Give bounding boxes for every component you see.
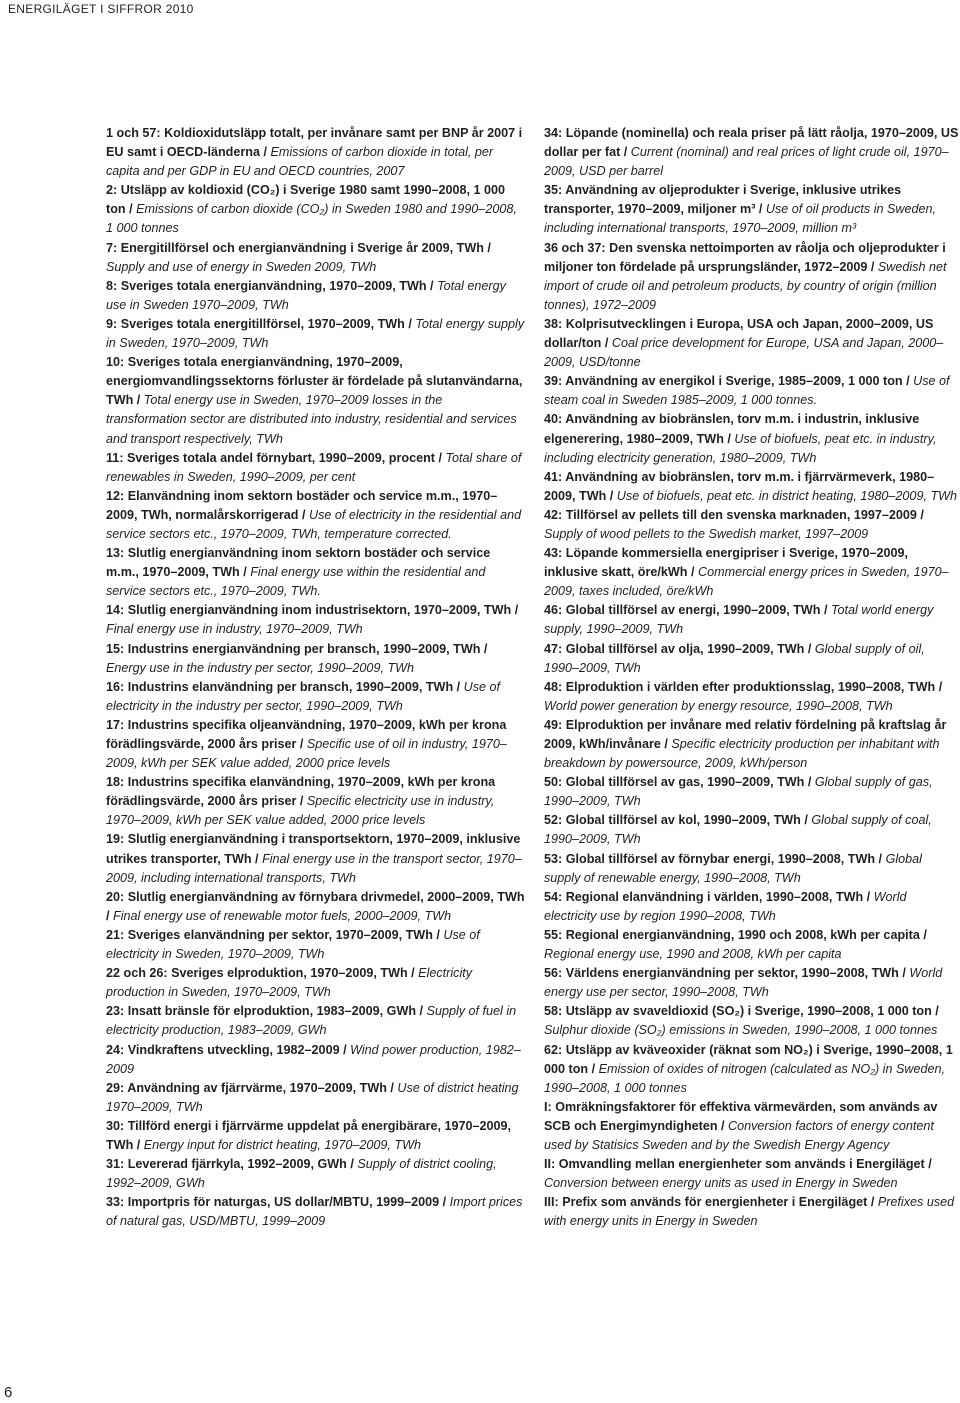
left-entry bbox=[106, 1155, 526, 1193]
left-entry bbox=[106, 926, 526, 964]
left-entry bbox=[106, 181, 526, 238]
entry-title-swedish: 11: Sveriges totala andel förnybart, 1990–2009, procent / bbox=[106, 450, 446, 465]
entry-title-swedish: 35: Användning av oljeprodukter i Sverige, inklusive utrikes transporter, 1970–2009, miljoner m³ / bbox=[544, 183, 902, 217]
entry-title-english: Prefixes used with energy units in Energy in Sweden bbox=[544, 1195, 955, 1229]
running-header: ENERGILÄGET I SIFFROR 2010 bbox=[8, 2, 194, 16]
entry-title-english: Use of biofuels, peat etc. in industry, including electricity generation, 1980–2009, TWh bbox=[544, 431, 937, 465]
entry-title-swedish: 55: Regional energianvändning, 1990 och 2008, kWh per capita / bbox=[544, 927, 927, 942]
left-entry bbox=[106, 964, 526, 1002]
right-entry bbox=[544, 181, 960, 238]
entry-title-swedish: I: Omräkningsfaktorer för effektiva värmevärden, som används av SCB och Energimyndigheten / bbox=[544, 1099, 938, 1133]
right-entry bbox=[544, 1155, 960, 1193]
entry-title-swedish: 14: Slutlig energianvändning inom industrisektorn, 1970–2009, TWh / bbox=[106, 603, 519, 618]
left-entry bbox=[106, 239, 526, 277]
right-entry bbox=[544, 468, 960, 506]
entry-title-swedish: 54: Regional elanvändning i världen, 1990–2008, TWh / bbox=[544, 889, 874, 904]
right-entry bbox=[544, 678, 960, 716]
entry-title-swedish: 62: Utsläpp av kväveoxider (räknat som NO₂) i Sverige, 1990–2008, 1 000 ton / bbox=[544, 1042, 953, 1076]
entry-title-english: Conversion between energy units as used in Energy in Sweden bbox=[544, 1176, 898, 1191]
left-column bbox=[106, 124, 526, 1231]
left-entry bbox=[106, 678, 526, 716]
right-entry bbox=[544, 124, 960, 181]
entry-title-swedish: 56: Världens energianvändning per sektor, 1990–2008, TWh / bbox=[544, 966, 910, 981]
entry-title-swedish: 1 och 57: Koldioxidutsläpp totalt, per invånare samt per BNP år 2007 i EU samt i OECD-länderna / bbox=[106, 126, 523, 160]
entry-title-swedish: 38: Kolprisutvecklingen i Europa, USA och Japan, 2000–2009, US dollar/ton / bbox=[544, 316, 934, 351]
entry-title-swedish: 29: Användning av fjärrvärme, 1970–2009, TWh / bbox=[106, 1080, 398, 1095]
entry-title-english: Final energy use within the residential and service sectors etc., 1970–2009, TWh. bbox=[106, 565, 486, 599]
entry-title-swedish: 20: Slutlig energianvändning av förnybara drivmedel, 2000–2009, TWh / bbox=[106, 889, 525, 923]
entry-title-english: Total energy use in Sweden, 1970–2009 losses in the transformation sector are distributed into industry, residential and services and transport respectively, TWh bbox=[106, 393, 517, 446]
entry-title-swedish: 53: Global tillförsel av förnybar energi, 1990–2008, TWh / bbox=[544, 851, 886, 866]
entry-title-english: Supply and use of energy in Sweden 2009, TWh bbox=[106, 259, 377, 274]
entry-title-english: Global supply of gas, 1990–2009, TWh bbox=[544, 775, 933, 809]
left-entry bbox=[106, 124, 526, 181]
left-entry bbox=[106, 1079, 526, 1117]
entry-title-english: Wind power production, 1982–2009 bbox=[106, 1042, 521, 1076]
entry-title-swedish: 18: Industrins specifika elanvändning, 1970–2009, kWh per krona förädlingsvärde, 2000 års priser / bbox=[106, 775, 496, 809]
entry-title-swedish: 23: Insatt bränsle för elproduktion, 1983–2009, GWh / bbox=[106, 1004, 427, 1019]
entry-title-english: Final energy use of renewable motor fuels, 2000–2009, TWh bbox=[113, 908, 452, 923]
entry-title-swedish: 39: Användning av energikol i Sverige, 1985–2009, 1 000 ton / bbox=[544, 374, 914, 389]
entry-title-swedish: 24: Vindkraftens utveckling, 1982–2009 / bbox=[106, 1042, 351, 1057]
entry-title-english: World electricity use by region 1990–2008, TWh bbox=[544, 889, 907, 923]
left-entry bbox=[106, 773, 526, 830]
entry-title-swedish: 31: Levererad fjärrkyla, 1992–2009, GWh / bbox=[106, 1157, 358, 1172]
entry-title-english: Use of electricity in Sweden, 1970–2009, TWh bbox=[106, 927, 480, 962]
entry-title-english: Supply of district cooling, 1992–2009, GWh bbox=[106, 1157, 497, 1191]
right-entry bbox=[544, 506, 960, 544]
entry-title-english: Use of oil products in Sweden, including international transports, 1970–2009, million m³ bbox=[544, 202, 937, 236]
entry-title-swedish: 15: Industrins energianvändning per bransch, 1990–2009, TWh / bbox=[106, 641, 488, 656]
entry-title-english: Use of biofuels, peat etc. in district heating, 1980–2009, TWh bbox=[616, 488, 958, 503]
entry-title-swedish: 21: Sveriges elanvändning per sektor, 1970–2009, TWh / bbox=[106, 927, 444, 942]
right-entry bbox=[544, 964, 960, 1002]
entry-title-english: Swedish net import of crude oil and petroleum products, by country of origin (million tonnes), 1972–2009 bbox=[544, 259, 947, 312]
entry-title-swedish: 10: Sveriges totala energianvändning, 1970–2009, energiomvandlingssektorns förluster är fördelade på slutanvändarna, TWh / bbox=[106, 355, 523, 408]
entry-title-swedish: 22 och 26: Sveriges elproduktion, 1970–2009, TWh / bbox=[106, 966, 419, 981]
left-entry bbox=[106, 1002, 526, 1040]
entry-title-english: Regional energy use, 1990 and 2008, kWh per capita bbox=[544, 947, 842, 962]
entry-title-english: Current (nominal) and real prices of light crude oil, 1970–2009, USD per barrel bbox=[544, 145, 949, 179]
entry-title-swedish: 13: Slutlig energianvändning inom sektorn bostäder och service m.m., 1970–2009, TWh / bbox=[106, 546, 491, 580]
entry-title-swedish: 52: Global tillförsel av kol, 1990–2009, TWh / bbox=[544, 813, 812, 828]
entry-title-english: Emissions of carbon dioxide in total, per capita and per GDP in EU and OECD countries, 2007 bbox=[106, 145, 494, 179]
entry-title-swedish: 58: Utsläpp av svaveldioxid (SO₂) i Sverige, 1990–2008, 1 000 ton / bbox=[544, 1004, 939, 1019]
entry-title-english: Total energy use in Sweden 1970–2009, TWh bbox=[106, 278, 506, 312]
page-number: 6 bbox=[4, 1384, 13, 1401]
right-entry bbox=[544, 239, 960, 315]
entry-title-english: Sulphur dioxide (SO₂) emissions in Sweden, 1990–2008, 1 000 tonnes bbox=[544, 1023, 938, 1038]
entry-title-english: World energy use per sector, 1990–2008, TWh bbox=[544, 966, 943, 1000]
entry-title-english: Global supply of oil, 1990–2009, TWh bbox=[544, 641, 925, 675]
entry-title-english: Total energy supply in Sweden, 1970–2009, TWh bbox=[106, 316, 525, 351]
right-entry bbox=[544, 850, 960, 888]
entry-title-swedish: III: Prefix som används för energienheter i Energiläget / bbox=[544, 1195, 878, 1210]
entry-title-english: Commercial energy prices in Sweden, 1970–2009, taxes included, öre/kWh bbox=[544, 565, 949, 599]
left-entry bbox=[106, 449, 526, 487]
entry-title-english: Supply of wood pellets to the Swedish market, 1997–2009 bbox=[544, 526, 869, 541]
entry-title-swedish: 30: Tillförd energi i fjärrvärme uppdelat på energibärare, 1970–2009, TWh / bbox=[106, 1118, 512, 1152]
entry-title-swedish: 19: Slutlig energianvändning i transportsektorn, 1970–2009, inklusive utrikes transporter, TWh / bbox=[106, 832, 521, 866]
left-entry bbox=[106, 888, 526, 926]
entry-title-swedish: 50: Global tillförsel av gas, 1990–2009, TWh / bbox=[544, 775, 815, 790]
entry-title-english: Specific electricity use in industry, 1970–2009, kWh per SEK value added, 2000 price levels bbox=[106, 794, 495, 828]
entry-title-english: Final energy use in industry, 1970–2009, TWh bbox=[106, 622, 363, 637]
right-entry bbox=[544, 410, 960, 467]
entry-title-swedish: 12: Elanvändning inom sektorn bostäder och service m.m., 1970–2009, TWh, normalårskorrigerad / bbox=[106, 488, 498, 522]
entry-title-swedish: 41: Användning av biobränslen, torv m.m. i fjärrvärmeverk, 1980–2009, TWh / bbox=[544, 469, 935, 503]
entry-title-swedish: 9: Sveriges totala energitillförsel, 1970–2009, TWh / bbox=[106, 316, 416, 331]
right-entry bbox=[544, 640, 960, 678]
entry-title-english: Global supply of coal, 1990–2009, TWh bbox=[544, 813, 932, 847]
entry-title-english: Global supply of renewable energy, 1990–2008, TWh bbox=[544, 851, 922, 885]
entry-title-english: Specific electricity production per inhabitant with breakdown by powersource, 2009, kWh/person bbox=[544, 737, 940, 771]
entry-title-swedish: 17: Industrins specifika oljeanvändning, 1970–2009, kWh per krona förädlingsvärde, 2000 års priser / bbox=[106, 717, 507, 751]
right-entry bbox=[544, 773, 960, 811]
entry-title-english: Energy use in the industry per sector, 1990–2009, TWh bbox=[106, 660, 415, 675]
left-entry bbox=[106, 544, 526, 601]
entry-title-swedish: 16: Industrins elanvändning per bransch, 1990–2009, TWh / bbox=[106, 679, 464, 694]
right-entry bbox=[544, 544, 960, 601]
entry-title-english: Total share of renewables in Sweden, 1990–2009, per cent bbox=[106, 450, 522, 484]
entry-title-swedish: II: Omvandling mellan energienheter som används i Energiläget / bbox=[544, 1157, 932, 1172]
entry-title-english: Use of electricity in the industry per sector, 1990–2009, TWh bbox=[106, 679, 501, 713]
entry-title-swedish: 43: Löpande kommersiella energipriser i Sverige, 1970–2009, inklusive skatt, öre/kWh / bbox=[544, 546, 909, 580]
entry-title-english: Use of district heating 1970–2009, TWh bbox=[106, 1080, 519, 1114]
right-entry bbox=[544, 716, 960, 773]
right-entry bbox=[544, 315, 960, 372]
entry-title-english: Conversion factors of energy content used by Statisics Sweden and by the Swedish Energy Agency bbox=[544, 1118, 934, 1152]
left-entry bbox=[106, 277, 526, 315]
left-entry bbox=[106, 315, 526, 353]
entry-title-swedish: 48: Elproduktion i världen efter produktionsslag, 1990–2008, TWh / bbox=[544, 679, 943, 694]
entry-title-swedish: 33: Importpris för naturgas, US dollar/MBTU, 1999–2009 / bbox=[106, 1195, 450, 1210]
entry-title-english: Import prices of natural gas, USD/MBTU, 1999–2009 bbox=[106, 1195, 523, 1229]
right-entry bbox=[544, 1041, 960, 1098]
right-entry bbox=[544, 1098, 960, 1155]
entry-title-swedish: 49: Elproduktion per invånare med relativ fördelning på kraftslag år 2009, kWh/invånare / bbox=[544, 717, 947, 751]
entry-title-english: Specific use of oil in industry, 1970–2009, kWh per SEK value added, 2000 price levels bbox=[106, 737, 507, 771]
entry-title-swedish: 7: Energitillförsel och energianvändning i Sverige år 2009, TWh / bbox=[106, 240, 491, 255]
left-entry bbox=[106, 1117, 526, 1155]
left-entry bbox=[106, 601, 526, 639]
entry-title-english: World power generation by energy resource, 1990–2008, TWh bbox=[544, 698, 893, 713]
entry-title-swedish: 2: Utsläpp av koldioxid (CO₂) i Sverige 1980 samt 1990–2008, 1 000 ton / bbox=[106, 183, 505, 217]
entry-title-english: Supply of fuel in electricity production, 1983–2009, GWh bbox=[106, 1004, 517, 1038]
left-entry bbox=[106, 1041, 526, 1079]
entry-title-swedish: 40: Användning av biobränslen, torv m.m. i industrin, inklusive elgenerering, 1980–2009, TWh / bbox=[544, 412, 920, 446]
right-entry bbox=[544, 601, 960, 639]
entry-title-english: Coal price development for Europe, USA and Japan, 2000–2009, USD/tonne bbox=[544, 336, 944, 370]
entry-title-swedish: 42: Tillförsel av pellets till den svenska marknaden, 1997–2009 / bbox=[544, 507, 924, 522]
left-entry bbox=[106, 487, 526, 544]
entry-title-swedish: 47: Global tillförsel av olja, 1990–2009, TWh / bbox=[544, 641, 815, 656]
right-entry bbox=[544, 1002, 960, 1040]
left-entry bbox=[106, 716, 526, 773]
right-entry bbox=[544, 888, 960, 926]
left-entry bbox=[106, 830, 526, 887]
left-entry bbox=[106, 353, 526, 448]
right-column bbox=[544, 124, 960, 1231]
entry-title-english: Total world energy supply, 1990–2009, TWh bbox=[544, 603, 934, 637]
entry-title-english: Electricity production in Sweden, 1970–2009, TWh bbox=[106, 966, 473, 1000]
entry-title-english: Emissions of carbon dioxide (CO₂) in Sweden 1980 and 1990–2008, 1 000 tonnes bbox=[106, 202, 517, 236]
left-entry bbox=[106, 1193, 526, 1231]
entry-title-swedish: 34: Löpande (nominella) och reala priser på lätt råolja, 1970–2009, US dollar per fat / bbox=[544, 126, 959, 160]
entry-title-english: Energy input for district heating, 1970–2009, TWh bbox=[143, 1137, 422, 1152]
entry-title-swedish: 8: Sveriges totala energianvändning, 1970–2009, TWh / bbox=[106, 278, 438, 293]
right-entry bbox=[544, 926, 960, 964]
entry-title-english: Final energy use in the transport sector, 1970–2009, including international transports, TWh bbox=[106, 851, 522, 885]
right-entry bbox=[544, 372, 960, 410]
right-entry bbox=[544, 1193, 960, 1231]
entry-title-swedish: 36 och 37: Den svenska nettoimporten av råolja och oljeprodukter i miljoner ton fördelade på ursprungsländer, 1972–2009 / bbox=[544, 240, 946, 274]
entry-title-english: Use of electricity in the residential and service sectors etc., 1970–2009, TWh, temperature corrected. bbox=[106, 507, 522, 541]
entry-title-swedish: 46: Global tillförsel av energi, 1990–2009, TWh / bbox=[544, 603, 831, 618]
left-entry bbox=[106, 640, 526, 678]
entry-title-english: Use of steam coal in Sweden 1985–2009, 1 000 tonnes. bbox=[544, 374, 950, 408]
right-entry bbox=[544, 811, 960, 849]
entry-title-english: Emission of oxides of nitrogen (calculated as NO₂) in Sweden, 1990–2008, 1 000 tonnes bbox=[544, 1061, 945, 1095]
